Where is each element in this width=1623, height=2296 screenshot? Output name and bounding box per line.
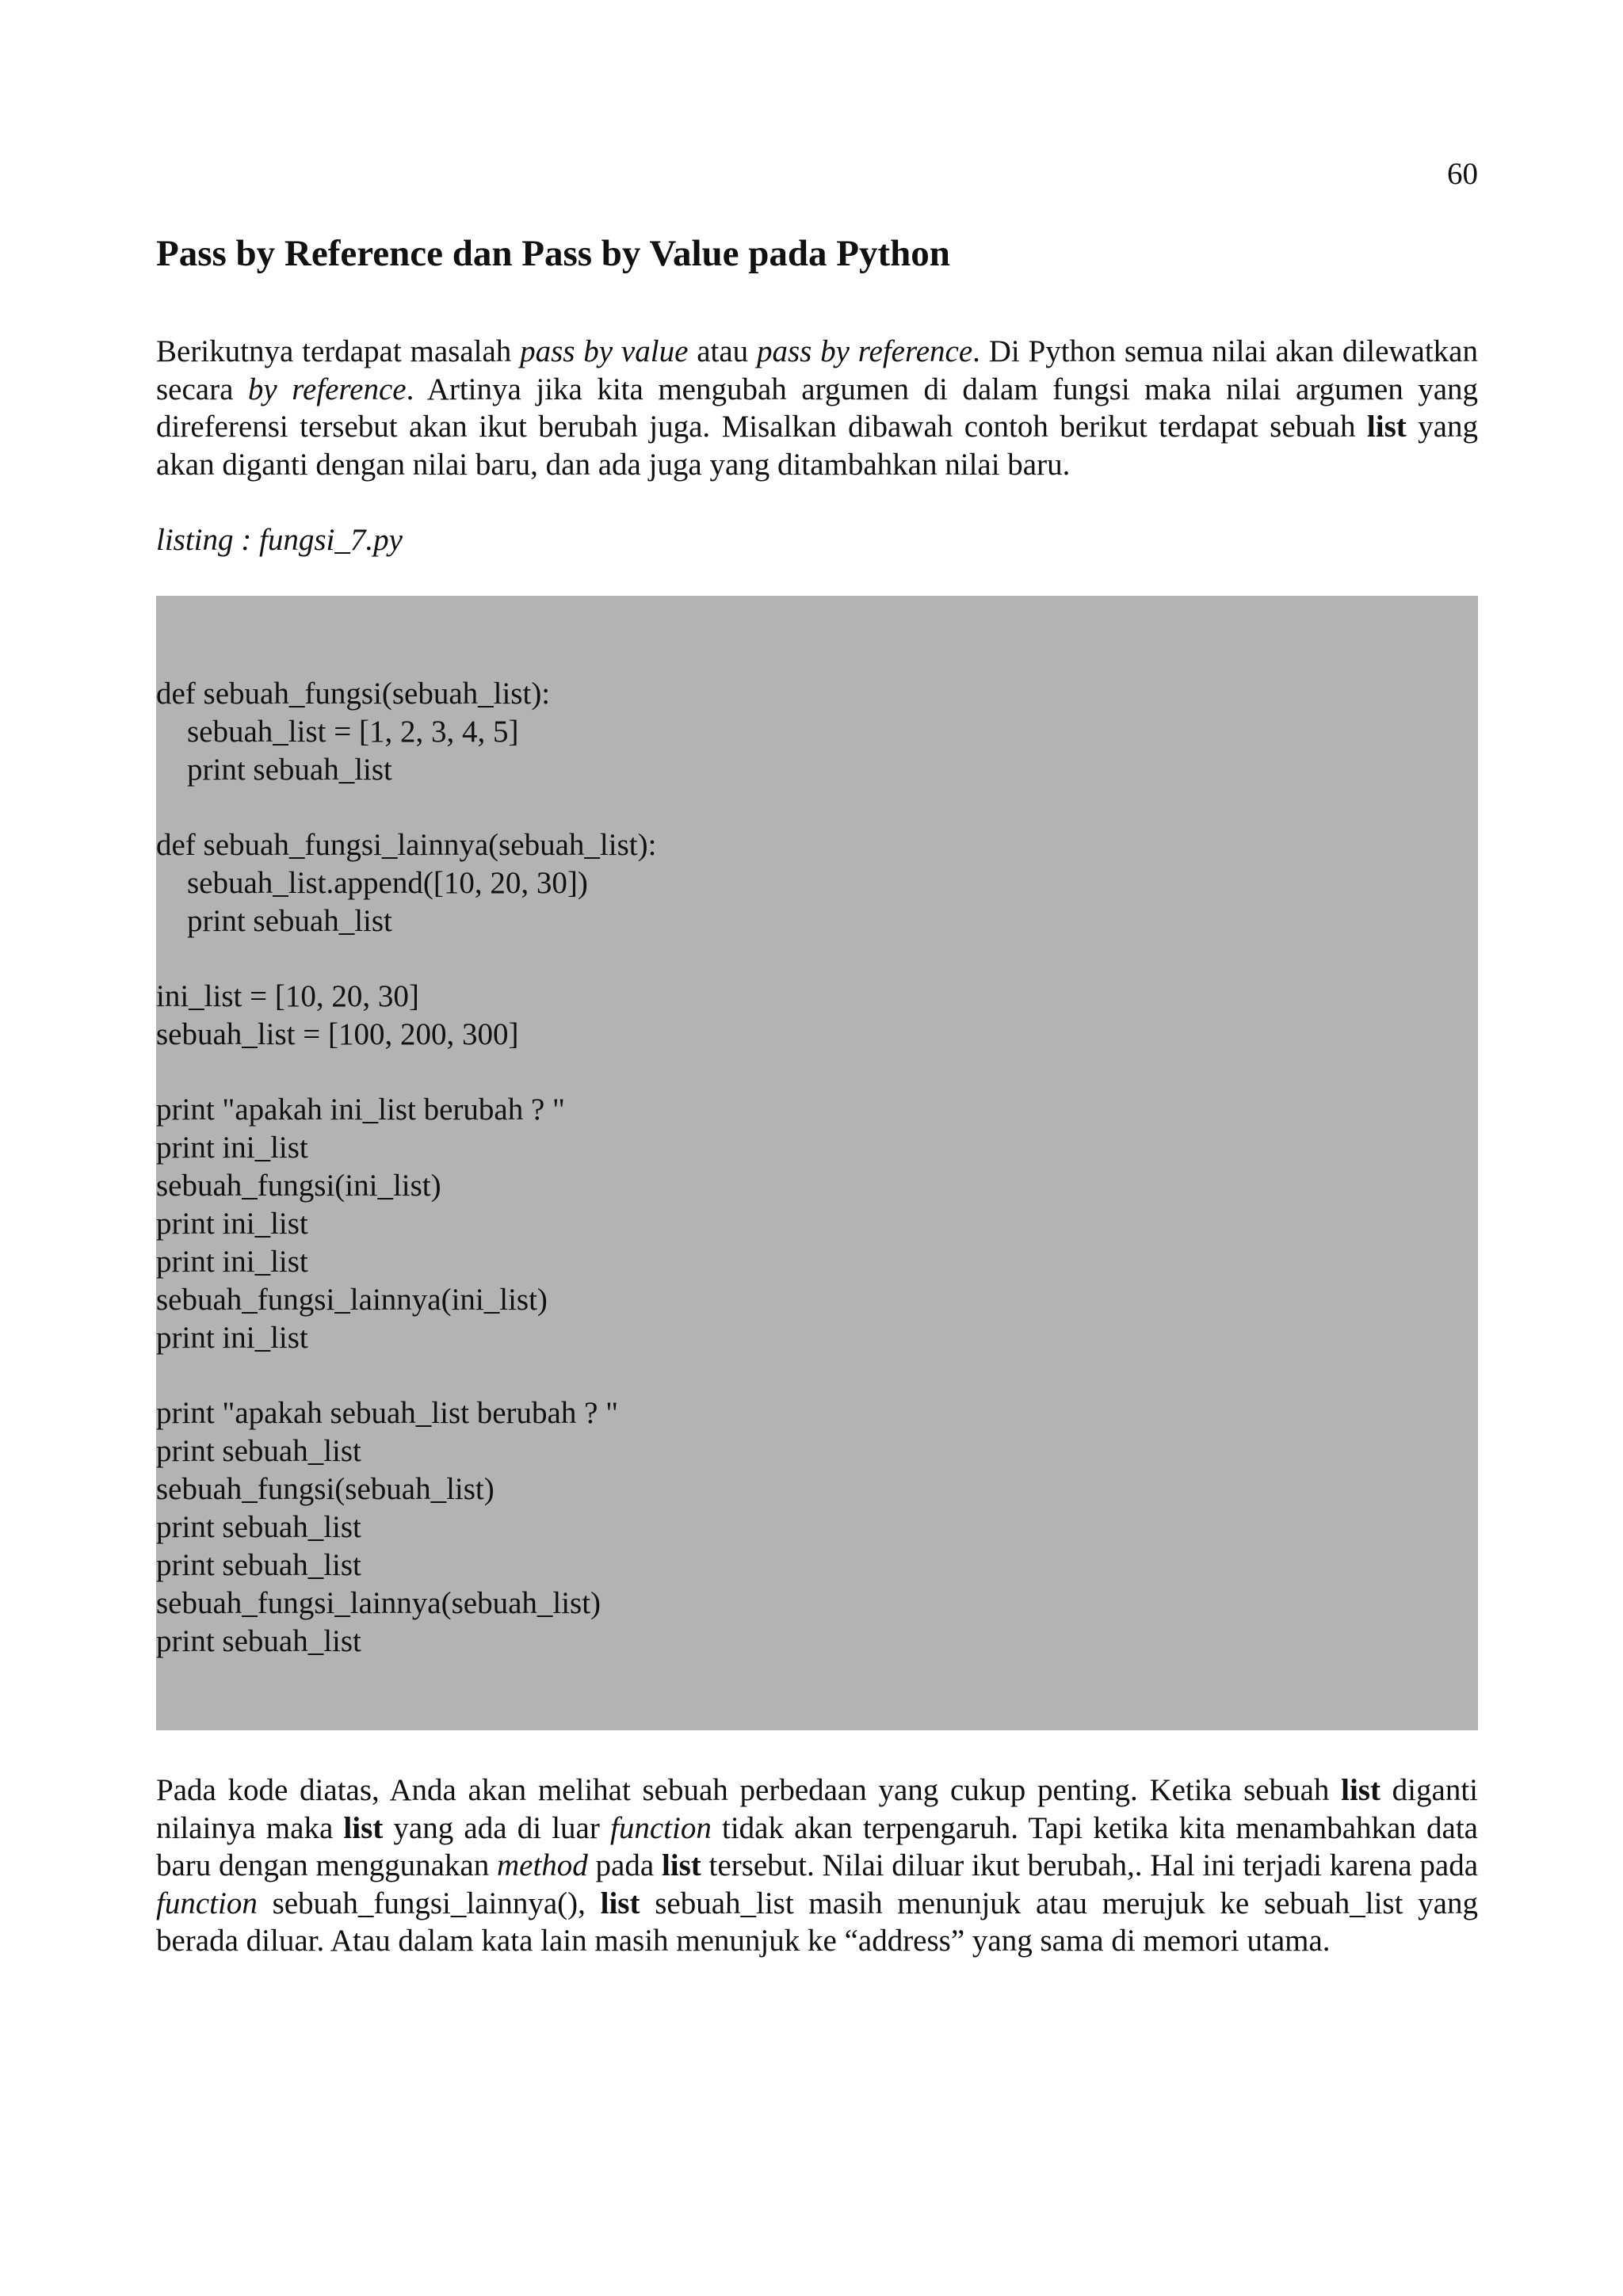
code-line <box>156 1357 1478 1394</box>
outro-bold-term: list <box>661 1848 701 1882</box>
code-line: print ini_list <box>156 1321 308 1355</box>
intro-paragraph <box>156 333 1478 483</box>
code-line: print sebuah_list <box>156 1510 361 1544</box>
intro-italic-term: by reference <box>247 372 407 406</box>
code-line: print sebuah_list <box>156 904 392 938</box>
outro-text: pada <box>587 1848 662 1882</box>
code-line: print sebuah_list <box>156 753 392 787</box>
page-number: 60 <box>1447 157 1478 191</box>
code-line: print "apakah ini_list berubah ? " <box>156 1093 565 1127</box>
code-line: print ini_list <box>156 1207 308 1241</box>
outro-text: Pada kode diatas, Anda akan melihat sebuah perbedaan yang cukup penting. Ketika sebuah <box>156 1773 1342 1807</box>
outro-text: sebuah_list masih menunjuk atau merujuk ke sebuah_list yang berada diluar. Atau dalam kata lain masih menunjuk ke “address” yang sama di memori utama. <box>156 1886 1478 1958</box>
page-title: Pass by Reference dan Pass by Value pada Python <box>156 233 950 274</box>
outro-text: tidak akan terpengaruh. Tapi ketika kita menambahkan data baru dengan menggunakan <box>156 1810 1478 1882</box>
intro-text: . Di Python semua nilai akan dilewatkan secara <box>156 334 1478 406</box>
outro-italic-term: function <box>156 1886 258 1920</box>
code-line: ini_list = [10, 20, 30] <box>156 979 419 1013</box>
code-line: sebuah_fungsi(sebuah_list) <box>156 1472 495 1506</box>
intro-italic-term: pass by value <box>520 334 689 368</box>
code-line: sebuah_fungsi(ini_list) <box>156 1169 441 1203</box>
code-line <box>156 1054 1478 1091</box>
code-line: print sebuah_list <box>156 1624 361 1658</box>
intro-text: atau <box>688 334 757 368</box>
code-block <box>156 596 1478 1730</box>
outro-text: diganti nilainya maka <box>156 1773 1478 1845</box>
code-line: sebuah_list = [1, 2, 3, 4, 5] <box>156 715 519 749</box>
code-line: print ini_list <box>156 1245 308 1279</box>
code-line: sebuah_fungsi_lainnya(ini_list) <box>156 1283 548 1317</box>
code-line: print sebuah_list <box>156 1548 361 1582</box>
outro-text: yang ada di luar <box>383 1810 611 1845</box>
intro-text: yang akan diganti dengan nilai baru, dan ada juga yang ditambahkan nilai baru. <box>156 410 1478 482</box>
intro-text: Berikutnya terdapat masalah <box>156 334 521 368</box>
outro-paragraph <box>156 1772 1478 1960</box>
code-line: sebuah_list = [100, 200, 300] <box>156 1017 519 1051</box>
code-line: print sebuah_list <box>156 1434 361 1468</box>
code-line: def sebuah_fungsi_lainnya(sebuah_list): <box>156 828 657 862</box>
code-line: print "apakah sebuah_list berubah ? " <box>156 1396 619 1430</box>
code-line: print ini_list <box>156 1131 308 1165</box>
outro-bold-term: list <box>600 1886 640 1920</box>
listing-caption: listing : fungsi_7.py <box>156 523 403 557</box>
outro-italic-term: function <box>610 1810 712 1845</box>
outro-bold-term: list <box>343 1810 384 1845</box>
intro-italic-term: pass by reference <box>756 334 973 368</box>
code-line: sebuah_fungsi_lainnya(sebuah_list) <box>156 1586 601 1620</box>
outro-text: sebuah_fungsi_lainnya(), <box>257 1886 601 1920</box>
code-line <box>156 789 1478 826</box>
code-line: def sebuah_fungsi(sebuah_list): <box>156 677 551 711</box>
outro-bold-term: list <box>1341 1773 1381 1807</box>
intro-text: . Artinya jika kita mengubah argumen di dalam fungsi maka nilai argumen yang direferensi tersebut akan ikut berubah juga. Misalkan dibawah contoh berikut terdapat sebuah <box>156 372 1479 444</box>
outro-italic-term: method <box>496 1848 588 1882</box>
code-line: sebuah_list.append([10, 20, 30]) <box>156 866 588 900</box>
code-line <box>156 940 1478 978</box>
intro-bold-term: list <box>1366 410 1407 444</box>
outro-text: tersebut. Nilai diluar ikut berubah,. Hal ini terjadi karena pada <box>701 1848 1478 1882</box>
